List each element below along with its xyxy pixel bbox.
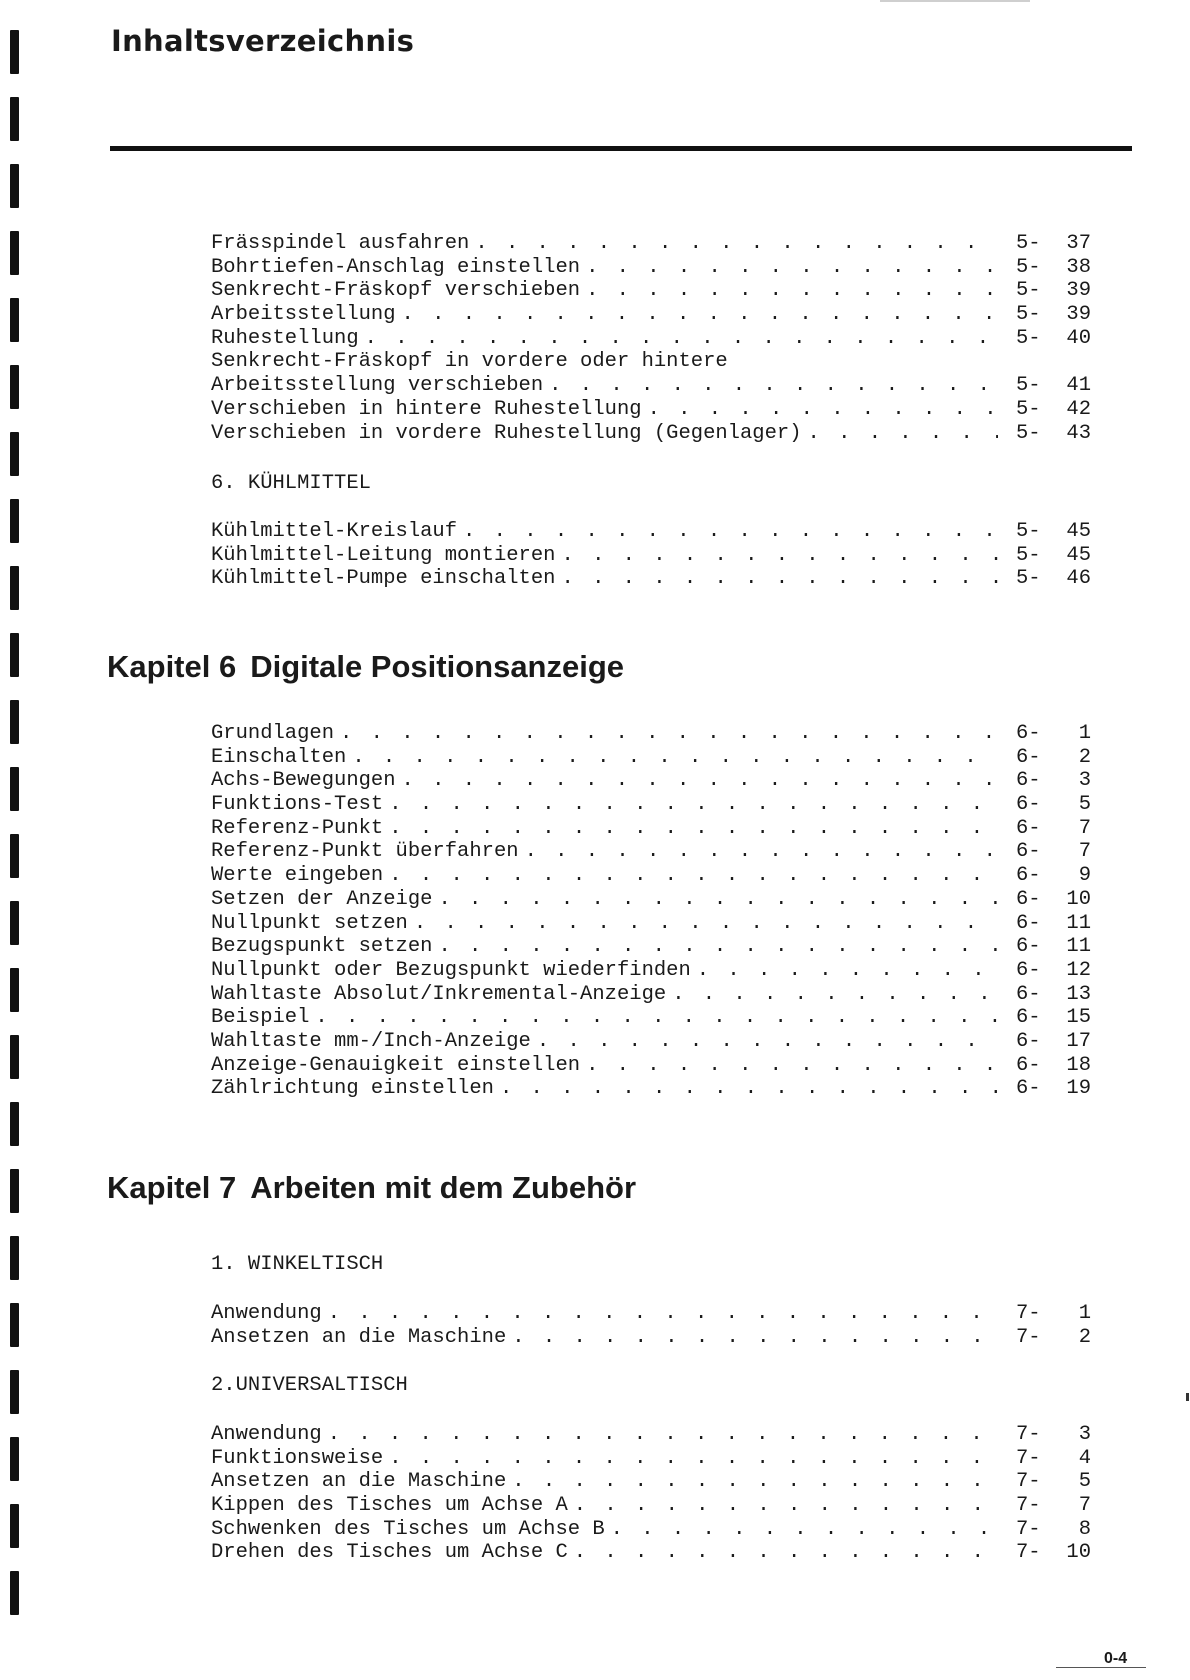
toc-entry-page: 7 [1078, 1494, 1091, 1518]
toc-entry [211, 1494, 1091, 1518]
dot-leader [389, 817, 998, 841]
toc-entry [211, 746, 1091, 770]
toc-entry-page: 4 [1078, 1446, 1091, 1470]
binder-hole [10, 432, 19, 476]
section-heading-kuehlmittel: 6. KÜHLMITTEL [211, 472, 371, 495]
toc-entry-chapter: 7- [1016, 1541, 1041, 1565]
toc-entry-page-ref [998, 327, 1091, 351]
toc-entry [211, 935, 1091, 959]
toc-entry-page-ref [998, 793, 1091, 817]
binder-hole [10, 633, 19, 677]
toc-entry-page: 13 [1066, 982, 1091, 1006]
dot-leader [414, 912, 998, 936]
dot-leader [402, 769, 998, 793]
dot-leader [561, 544, 998, 568]
toc-entry-page-ref [998, 912, 1091, 936]
toc-entry [211, 722, 1091, 746]
title-rule [110, 146, 1132, 151]
section-heading-winkeltisch: 1. WINKELTISCH [211, 1253, 384, 1276]
binder-hole [10, 97, 19, 141]
dot-leader [365, 327, 998, 351]
toc-entry-chapter: 6- [1016, 840, 1041, 864]
toc-winkeltisch [211, 1302, 1091, 1349]
toc-entry-chapter: 5- [1016, 326, 1041, 350]
dot-leader [586, 256, 998, 280]
toc-entry-chapter: 5- [1016, 255, 1041, 279]
toc-entry-chapter: 7- [1016, 1325, 1041, 1349]
toc-entry [211, 1030, 1091, 1054]
chapter-7-title: Arbeiten mit dem Zubehör [250, 1170, 637, 1205]
toc-entry-page: 45 [1066, 543, 1091, 567]
binder-hole [10, 298, 19, 342]
binder-hole [10, 566, 19, 610]
toc-entry-page: 43 [1066, 421, 1091, 445]
toc-chapter-6 [211, 722, 1091, 1101]
toc-entry-chapter: 6- [1016, 864, 1041, 888]
dot-leader [697, 959, 998, 983]
toc-entry-label: Wahltaste mm-/Inch-Anzeige [211, 1029, 531, 1053]
toc-entry-page: 5 [1078, 1470, 1091, 1494]
toc-entry-chapter: 7- [1016, 1470, 1041, 1494]
footer-rule [1056, 1667, 1146, 1668]
binder-hole [10, 1504, 19, 1548]
toc-entry [211, 567, 1091, 591]
binder-hole [10, 1035, 19, 1079]
dot-leader [512, 1326, 998, 1350]
dot-leader [537, 1030, 998, 1054]
toc-entry-page-ref [998, 544, 1091, 568]
toc-entry-chapter: 5- [1016, 567, 1041, 591]
dot-leader [438, 935, 998, 959]
toc-entry-page-ref [998, 567, 1091, 591]
toc-entry-page: 7 [1078, 816, 1091, 840]
binder-hole [10, 700, 19, 744]
scan-mark-top [880, 0, 1030, 2]
binder-hole [10, 365, 19, 409]
toc-entry-label: Werte eingeben [211, 864, 384, 888]
toc-entry-chapter: 6- [1016, 745, 1041, 769]
toc-entry-page: 41 [1066, 374, 1091, 398]
toc-entry-chapter: 6- [1016, 722, 1041, 745]
toc-entry-label: Kippen des Tisches um Achse A [211, 1494, 568, 1518]
binder-hole [10, 767, 19, 811]
toc-entry [211, 793, 1091, 817]
toc-entry [211, 1470, 1091, 1494]
toc-entry-page: 5 [1078, 793, 1091, 817]
dot-leader [328, 1302, 998, 1326]
dot-leader [525, 840, 998, 864]
binder-hole [10, 901, 19, 945]
toc-entry-page-ref [998, 520, 1091, 544]
toc-entry-chapter: 7- [1016, 1517, 1041, 1541]
toc-entry [211, 1077, 1091, 1101]
dot-leader [586, 1054, 998, 1078]
toc-entry-page-ref [998, 935, 1091, 959]
toc-entry-label: Verschieben in vordere Ruhestellung (Gegenlager) [211, 421, 802, 445]
toc-entry-label: Frässpindel ausfahren [211, 232, 470, 255]
toc-entry-page: 39 [1066, 303, 1091, 327]
dot-leader [500, 1077, 998, 1101]
toc-kuehlmittel [211, 520, 1091, 591]
binder-hole [10, 1236, 19, 1280]
toc-entry-label: Setzen der Anzeige [211, 887, 433, 911]
toc-entry-chapter: 5- [1016, 520, 1041, 543]
toc-universaltisch [211, 1423, 1091, 1565]
toc-entry-label: Ruhestellung [211, 326, 359, 350]
toc-entry-page: 9 [1078, 864, 1091, 888]
toc-entry [211, 374, 1091, 398]
binder-hole [10, 499, 19, 543]
toc-entry-label: Arbeitsstellung verschieben [211, 374, 544, 398]
dot-leader [389, 1447, 998, 1471]
toc-entry [211, 520, 1091, 544]
dot-leader [574, 1494, 998, 1518]
toc-entry-page: 42 [1066, 397, 1091, 421]
toc-entry-page: 2 [1078, 745, 1091, 769]
toc-entry-chapter: 6- [1016, 793, 1041, 817]
dot-leader [512, 1470, 998, 1494]
toc-entry-page-ref [998, 1494, 1091, 1518]
toc-entry [211, 1518, 1091, 1542]
toc-entry-page-ref [998, 232, 1091, 256]
chapter-6-number: Kapitel 6 [107, 649, 237, 684]
binder-holes [10, 30, 24, 1640]
toc-entry-page-ref [998, 1518, 1091, 1542]
toc-entry [211, 1447, 1091, 1471]
toc-entry [211, 1302, 1091, 1326]
toc-entry-label: Referenz-Punkt [211, 816, 384, 840]
toc-entry-page-ref [998, 1006, 1091, 1030]
toc-entry-page: 12 [1066, 958, 1091, 982]
toc-entry [211, 888, 1091, 912]
toc-entry-chapter: 6- [1016, 816, 1041, 840]
dot-leader [389, 793, 998, 817]
toc-entry [211, 1423, 1091, 1447]
toc-entry-page-ref [998, 1077, 1091, 1101]
toc-entry-chapter: 5- [1016, 374, 1041, 398]
dot-leader [672, 983, 998, 1007]
toc-entry-chapter: 5- [1016, 543, 1041, 567]
toc-entry-page: 18 [1066, 1053, 1091, 1077]
dot-leader [389, 864, 998, 888]
toc-entry-chapter: 5- [1016, 303, 1041, 327]
toc-entry-page-ref [998, 1054, 1091, 1078]
toc-entry-page: 11 [1066, 935, 1091, 959]
toc-entry-chapter: 5- [1016, 397, 1041, 421]
toc-entry-chapter: 6- [1016, 935, 1041, 959]
toc-entry-chapter: 6- [1016, 958, 1041, 982]
toc-entry-label: Schwenken des Tisches um Achse B [211, 1517, 605, 1541]
toc-entry [211, 256, 1091, 280]
toc-entry [211, 1541, 1091, 1565]
toc-entry-page-ref [998, 769, 1091, 793]
toc-entry [211, 1006, 1091, 1030]
toc-entry-page: 15 [1066, 1006, 1091, 1030]
toc-entry [211, 1326, 1091, 1350]
dot-leader [463, 520, 998, 544]
dot-leader [340, 722, 998, 746]
toc-entry-continued: Senkrecht-Fräskopf in vordere oder hintere [211, 350, 728, 374]
toc-entry [211, 1054, 1091, 1078]
toc-entry-page: 38 [1066, 255, 1091, 279]
toc-entry-label: Beispiel [211, 1006, 310, 1030]
toc-entry-page-ref [998, 864, 1091, 888]
binder-hole [10, 1303, 19, 1347]
toc-entry-page-ref [998, 374, 1091, 398]
toc-entry-page: 7 [1078, 840, 1091, 864]
toc-entry-page-ref [998, 1030, 1091, 1054]
toc-entry-page: 2 [1078, 1325, 1091, 1349]
toc-entry-label: Funktions-Test [211, 793, 384, 817]
toc-entry-page-ref [998, 746, 1091, 770]
toc-entry [211, 279, 1091, 303]
dot-leader [561, 567, 998, 591]
toc-entry-page-ref [998, 817, 1091, 841]
toc-entry-page-ref [998, 1326, 1091, 1350]
toc-entry-page: 37 [1066, 232, 1091, 255]
toc-entry-page: 39 [1066, 279, 1091, 303]
dot-leader [808, 422, 999, 446]
toc-entry-page-ref [998, 303, 1091, 327]
dot-leader [328, 1423, 998, 1447]
toc-entry-label: Wahltaste Absolut/Inkremental-Anzeige [211, 982, 667, 1006]
toc-section-5 [211, 232, 1091, 445]
toc-entry-page-ref [998, 279, 1091, 303]
toc-entry-chapter: 6- [1016, 1029, 1041, 1053]
toc-entry-page-ref [998, 1447, 1091, 1471]
section-heading-universaltisch: 2.UNIVERSALTISCH [211, 1374, 408, 1397]
toc-entry-label: Grundlagen [211, 722, 335, 745]
toc-entry-page-ref [998, 888, 1091, 912]
dot-leader [352, 746, 998, 770]
toc-entry-chapter: 6- [1016, 982, 1041, 1006]
toc-entry-page: 1 [1078, 1302, 1091, 1325]
toc-entry-chapter: 6- [1016, 1006, 1041, 1030]
toc-entry-page-ref [998, 398, 1091, 422]
toc-entry [211, 912, 1091, 936]
dot-leader [648, 398, 998, 422]
binder-hole [10, 1102, 19, 1146]
toc-entry-label: Arbeitsstellung [211, 303, 396, 327]
toc-entry [211, 232, 1091, 256]
binder-hole [10, 1169, 19, 1213]
toc-entry-chapter: 5- [1016, 279, 1041, 303]
dot-leader [438, 888, 998, 912]
dot-leader [475, 232, 998, 256]
dot-leader [611, 1518, 998, 1542]
toc-entry-page: 40 [1066, 326, 1091, 350]
toc-entry-chapter: 7- [1016, 1446, 1041, 1470]
toc-entry [211, 398, 1091, 422]
dot-leader [549, 374, 998, 398]
toc-entry-page: 11 [1066, 911, 1091, 935]
toc-entry-label: Bohrtiefen-Anschlag einstellen [211, 255, 581, 279]
toc-entry-page-ref [998, 256, 1091, 280]
toc-entry-label: Kühlmittel-Pumpe einschalten [211, 567, 556, 591]
toc-entry-page: 3 [1078, 1423, 1091, 1446]
toc-entry-label: Kühlmittel-Leitung montieren [211, 543, 556, 567]
binder-hole [10, 834, 19, 878]
toc-entry-page: 10 [1066, 1541, 1091, 1565]
toc-entry-page: 19 [1066, 1077, 1091, 1101]
toc-entry-label: Funktionsweise [211, 1446, 384, 1470]
toc-entry-chapter: 7- [1016, 1494, 1041, 1518]
toc-entry-label: Verschieben in hintere Ruhestellung [211, 397, 642, 421]
dot-leader [586, 279, 998, 303]
binder-hole [10, 231, 19, 275]
footer-page-number: 0-4 [1104, 1650, 1128, 1667]
toc-entry-page-ref [998, 1423, 1091, 1447]
toc-entry-chapter: 5- [1016, 232, 1041, 255]
toc-entry-label: Ansetzen an die Maschine [211, 1470, 507, 1494]
toc-entry-label: Ansetzen an die Maschine [211, 1325, 507, 1349]
toc-entry-page-ref [998, 1302, 1091, 1326]
toc-entry-chapter: 6- [1016, 769, 1041, 793]
toc-entry-label: Nullpunkt oder Bezugspunkt wiederfinden [211, 958, 691, 982]
toc-entry-label: Einschalten [211, 745, 347, 769]
binder-hole [10, 30, 19, 74]
toc-entry-chapter: 6- [1016, 911, 1041, 935]
toc-entry [211, 959, 1091, 983]
toc-entry-chapter: 7- [1016, 1302, 1041, 1325]
toc-entry-page-ref [998, 1541, 1091, 1565]
binder-hole [10, 968, 19, 1012]
toc-entry-label: Nullpunkt setzen [211, 911, 408, 935]
toc-entry-label: Referenz-Punkt überfahren [211, 840, 519, 864]
chapter-7-number: Kapitel 7 [107, 1170, 237, 1205]
toc-entry-label: Senkrecht-Fräskopf verschieben [211, 279, 581, 303]
toc-entry [211, 983, 1091, 1007]
toc-entry-page-ref [998, 1470, 1091, 1494]
toc-entry-page: 8 [1078, 1517, 1091, 1541]
toc-entry [211, 303, 1091, 327]
toc-entry-page-ref [998, 422, 1091, 446]
toc-entry-page: 45 [1066, 520, 1091, 543]
chapter-7-heading [107, 1170, 636, 1206]
toc-entry [211, 327, 1091, 351]
binder-hole [10, 164, 19, 208]
binder-hole [10, 1370, 19, 1414]
toc-entry [211, 817, 1091, 841]
chapter-6-title: Digitale Positionsanzeige [250, 649, 625, 684]
toc-entry-label: Kühlmittel-Kreislauf [211, 520, 458, 543]
toc-entry [211, 840, 1091, 864]
toc-entry-label: Drehen des Tisches um Achse C [211, 1541, 568, 1565]
toc-entry-page-ref [998, 722, 1091, 746]
toc-entry-label: Achs-Bewegungen [211, 769, 396, 793]
dot-leader [402, 303, 998, 327]
toc-entry-chapter: 5- [1016, 421, 1041, 445]
toc-entry-page: 3 [1078, 769, 1091, 793]
page-title: Inhaltsverzeichnis [111, 24, 415, 58]
toc-entry [211, 769, 1091, 793]
toc-entry-page-ref [998, 983, 1091, 1007]
toc-entry-page-ref [998, 840, 1091, 864]
toc-entry-chapter: 6- [1016, 887, 1041, 911]
toc-entry-label: Anzeige-Genauigkeit einstellen [211, 1053, 581, 1077]
toc-entry-page: 1 [1078, 722, 1091, 745]
toc-entry-label: Anwendung [211, 1302, 322, 1325]
toc-entry-page: 46 [1066, 567, 1091, 591]
chapter-6-heading [107, 649, 624, 685]
toc-entry-page-ref [998, 959, 1091, 983]
toc-entry-label: Zählrichtung einstellen [211, 1077, 494, 1101]
toc-entry [211, 422, 1091, 446]
toc-entry-label: Bezugspunkt setzen [211, 935, 433, 959]
toc-entry-chapter: 6- [1016, 1077, 1041, 1101]
toc-entry-chapter: 6- [1016, 1053, 1041, 1077]
binder-hole [10, 1571, 19, 1615]
scan-mark-right [1186, 1393, 1189, 1401]
binder-hole [10, 1437, 19, 1481]
dot-leader [315, 1006, 998, 1030]
toc-entry-page: 17 [1066, 1029, 1091, 1053]
toc-entry [211, 544, 1091, 568]
toc-entry-chapter: 7- [1016, 1423, 1041, 1446]
toc-entry [211, 864, 1091, 888]
toc-entry-page: 10 [1066, 887, 1091, 911]
toc-entry-label: Anwendung [211, 1423, 322, 1446]
dot-leader [574, 1541, 998, 1565]
